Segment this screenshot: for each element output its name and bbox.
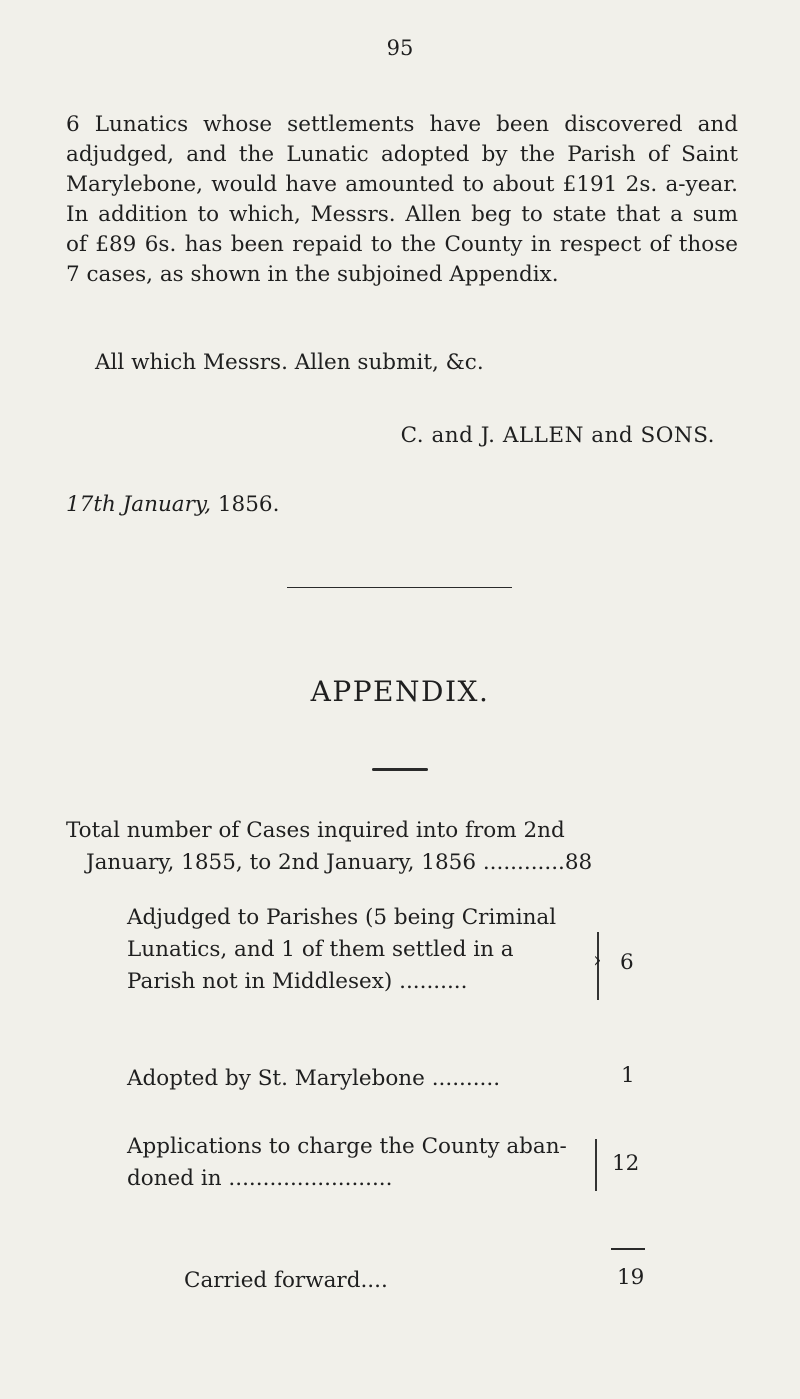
carried-label: Carried forward.... — [184, 1268, 388, 1293]
paragraph-line: adjudged, and the Lunatic adopted by the Parish of Saint — [66, 142, 738, 167]
adjudged-value: 6 — [620, 950, 634, 975]
date-day-month: 17th January, — [66, 492, 212, 517]
adjudged-entry — [127, 902, 556, 998]
total-cases-entry — [66, 815, 738, 879]
paragraph-line: In addition to which, Messrs. Allen beg to state that a sum — [66, 202, 738, 227]
date-year: 1856. — [211, 492, 280, 517]
carried-value: 19 — [617, 1265, 645, 1290]
applications-brace — [595, 1139, 597, 1191]
adopted-label: Adopted by St. Marylebone .......... — [127, 1066, 501, 1091]
total-line-1: Total number of Cases inquired into from 2nd — [66, 818, 565, 843]
paragraph-line: 6 Lunatics whose settlements have been discovered and — [66, 112, 738, 137]
section-divider — [287, 587, 512, 588]
applications-entry — [127, 1131, 567, 1195]
body-paragraph — [66, 110, 738, 290]
adjudged-line: Parish not in Middlesex) .......... — [127, 969, 468, 994]
applications-line: doned in ........................ — [127, 1166, 393, 1191]
adopted-value: 1 — [621, 1063, 635, 1088]
total-leader-dots: ............ — [476, 850, 565, 875]
total-value: 88 — [564, 850, 593, 875]
adopted-entry — [127, 1063, 500, 1095]
submit-line: All which Messrs. Allen submit, &c. — [95, 350, 484, 375]
date-line — [66, 492, 279, 517]
adjudged-brace-point: › — [593, 948, 602, 973]
total-line-2 — [66, 847, 738, 879]
applications-line: Applications to charge the County aban- — [127, 1134, 567, 1159]
paragraph-line: 7 cases, as shown in the subjoined Appendix. — [66, 262, 559, 287]
paragraph-line: Marylebone, would have amounted to about £191 2s. a-year. — [66, 172, 738, 197]
sum-rule — [611, 1248, 645, 1250]
paragraph-line: of £89 6s. has been repaid to the County in respect of those — [66, 232, 738, 257]
adjudged-line: Lunatics, and 1 of them settled in a — [127, 937, 514, 962]
applications-value: 12 — [612, 1151, 640, 1176]
total-line-2-text: January, 1855, to 2nd January, 1856 — [86, 850, 477, 875]
signature: C. and J. ALLEN and SONS. — [400, 423, 715, 448]
adjudged-line: Adjudged to Parishes (5 being Criminal — [127, 905, 557, 930]
appendix-heading: APPENDIX. — [310, 675, 490, 708]
heading-ornament-rule — [372, 768, 428, 771]
page-number: 95 — [386, 36, 414, 60]
carried-forward — [184, 1265, 388, 1297]
